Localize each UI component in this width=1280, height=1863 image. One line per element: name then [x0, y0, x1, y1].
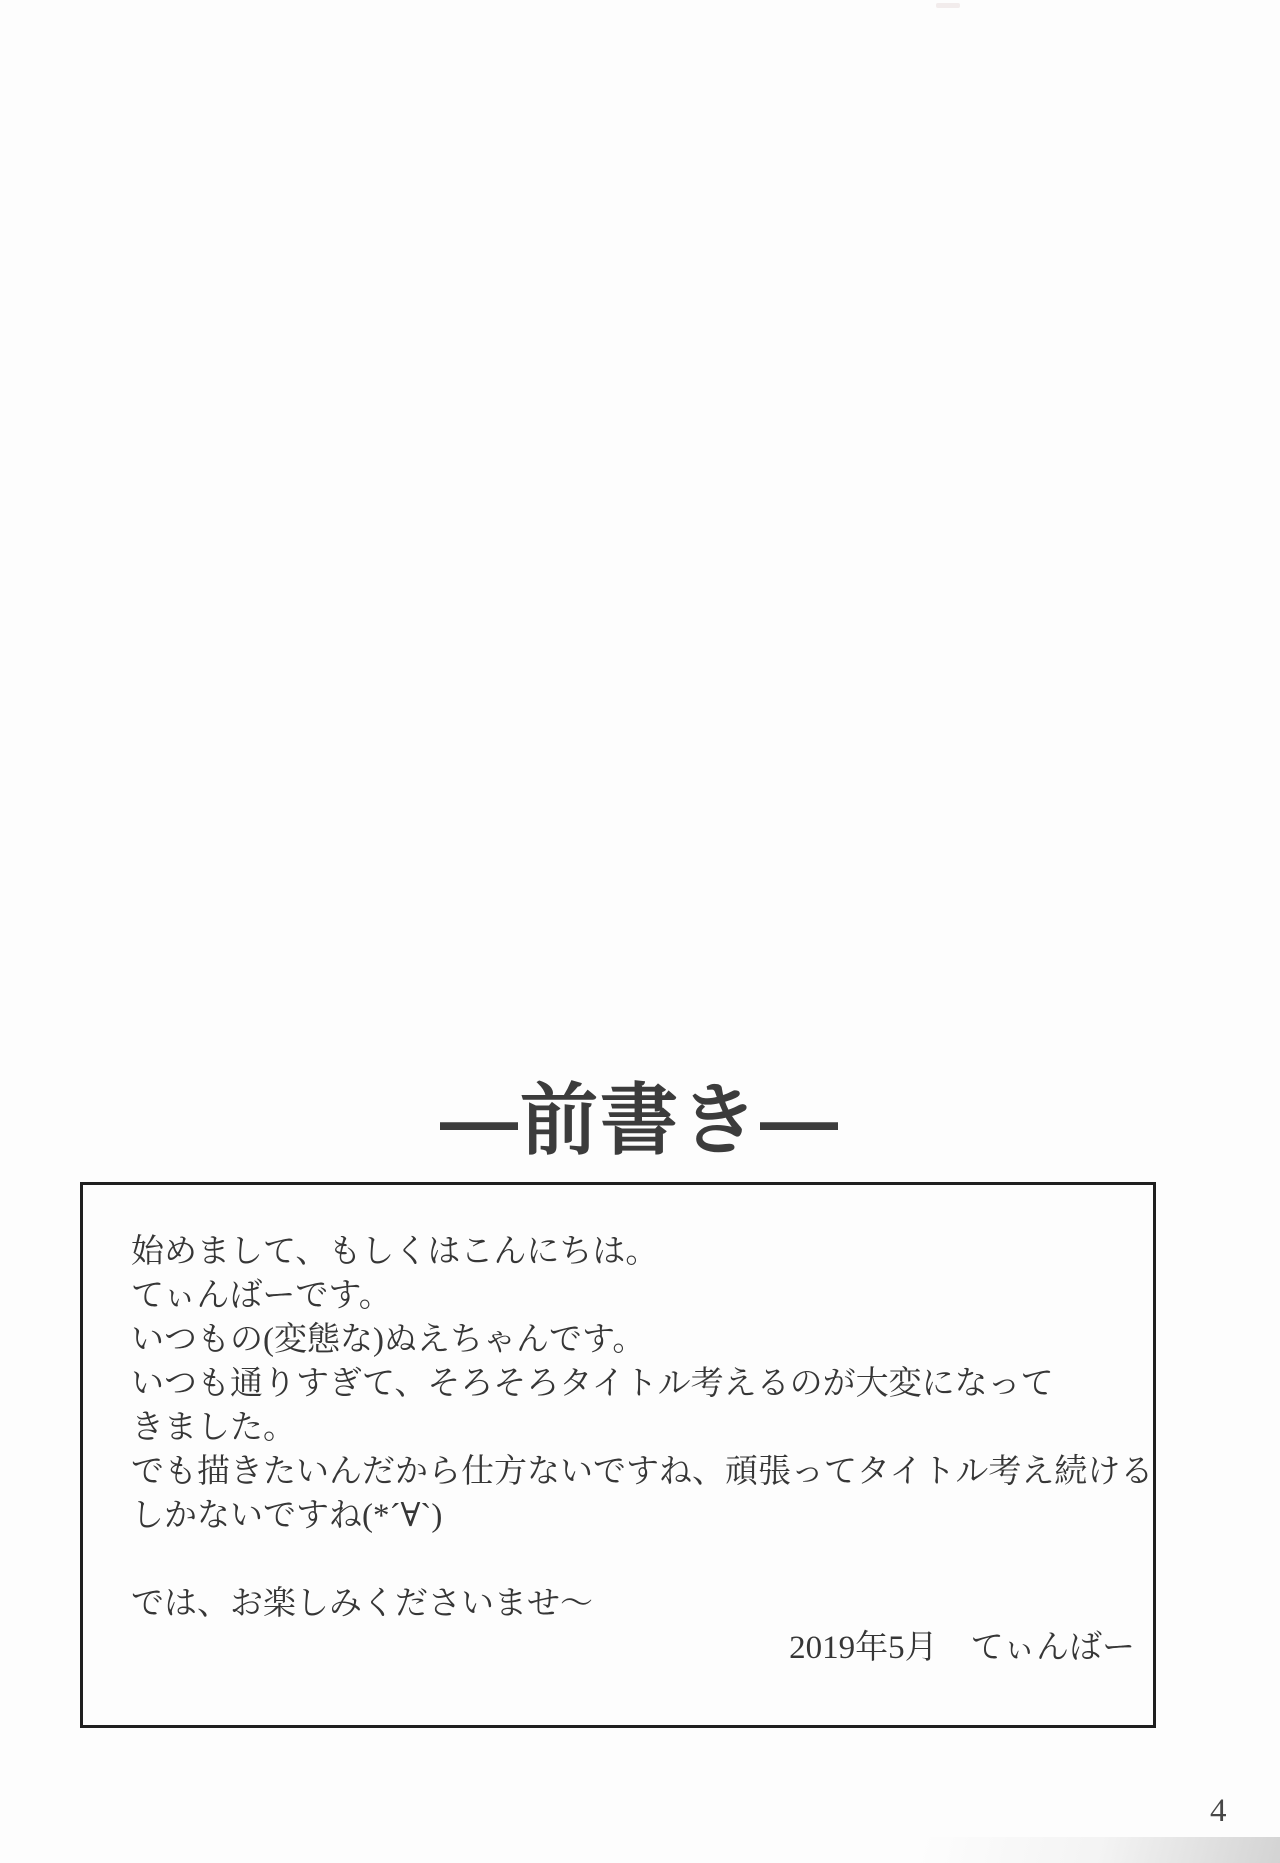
page-number: 4 — [1210, 1793, 1227, 1829]
preface-line: 始めまして、もしくはこんにちは。 — [131, 1234, 659, 1270]
preface-box — [80, 1182, 1156, 1728]
preface-line: いつもの(変態な)ぬえちゃんです。 — [131, 1322, 646, 1358]
preface-line: いつも通りすぎて、そろそろタイトル考えるのが大変になって — [131, 1366, 1054, 1402]
preface-line: きました。 — [131, 1410, 296, 1446]
preface-line: では、お楽しみくださいませ～ — [131, 1586, 593, 1622]
title-dash-right: ― — [760, 1076, 840, 1164]
title-dash-left: ― — [439, 1076, 520, 1164]
preface-line-blank — [131, 1538, 1153, 1582]
page-title — [0, 1072, 1280, 1168]
preface-line: てぃんばーです。 — [131, 1278, 392, 1314]
signature-line: 2019年5月 てぃんばー — [789, 1630, 1135, 1666]
preface-line: しかないですね(*´∀`) — [131, 1498, 443, 1534]
page-title-text: 前書き — [519, 1076, 760, 1164]
preface-line: でも描きたいんだから仕方ないですね、頑張ってタイトル考え続ける — [131, 1454, 1154, 1490]
preface-text — [83, 1185, 1153, 1670]
scan-shadow-bottom-right — [680, 1837, 1280, 1863]
scan-artifact-top — [936, 3, 960, 8]
